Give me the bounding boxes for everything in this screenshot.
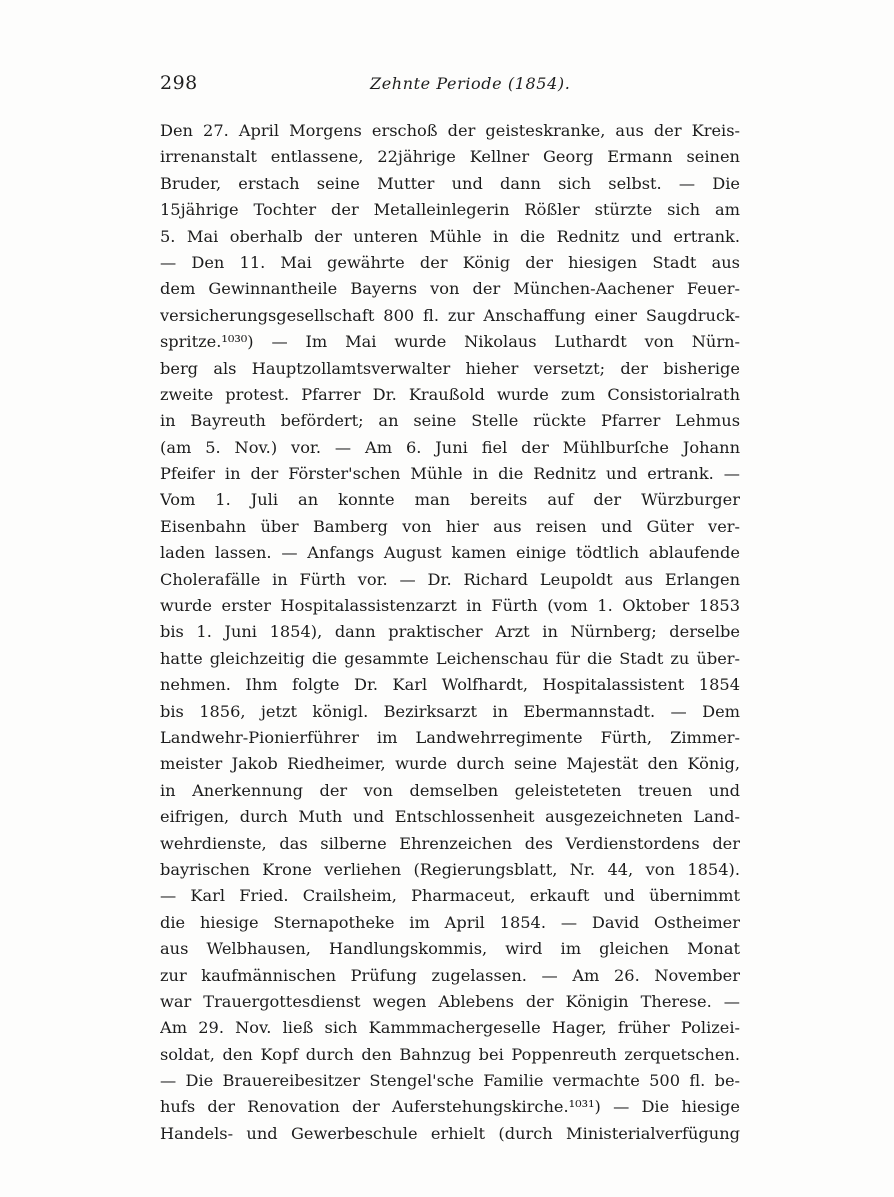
text-line: Den 27. April Morgens erschoß der geisteskranke, aus der Kreis- [160, 121, 740, 140]
text-line: zweite protest. Pfarrer Dr. Kraußold wurde zum Consistorialrath [160, 384, 740, 404]
text-line: aus Welbhausen, Handlungskommis, wird im gleichen Monat [160, 939, 740, 959]
text-line: zur kaufmännischen Prüfung zugelassen. — Am 26. November [160, 965, 740, 985]
text-line: bis 1. Juni 1854), dann praktischer Arzt in Nürnberg; derselbe [160, 622, 740, 642]
text-line: wehrdienste, das silberne Ehrenzeichen des Verdienstordens der [160, 833, 740, 853]
text-line: 15jährige Tochter der Metalleinlegerin Rößler stürzte sich am [160, 200, 740, 220]
body-text [160, 118, 740, 1147]
text-line: irrenanstalt entlassene, 22jährige Kellner Georg Ermann seinen [160, 147, 740, 167]
running-title: Zehnte Periode (1854). [370, 74, 571, 93]
text-line: berg als Hauptzollamtsverwalter hieher versetzt; der bisherige [160, 358, 740, 378]
text-line: bis 1856, jetzt königl. Bezirksarzt in Ebermannstadt. — Dem [160, 701, 740, 721]
text-line: in Bayreuth befördert; an seine Stelle rückte Pfarrer Lehmus [160, 411, 740, 431]
text-line: Cholerafälle in Fürth vor. — Dr. Richard Leupoldt aus Erlangen [160, 569, 740, 589]
text-line: Vom 1. Juli an konnte man bereits auf der Würzburger [160, 490, 740, 510]
text-line: — Karl Fried. Crailsheim, Pharmaceut, erkauft und übernimmt [160, 886, 740, 906]
text-line: dem Gewinnantheile Bayerns von der München-Aachener Feuer- [160, 279, 740, 299]
text-line: spritze.¹⁰³⁰) — Im Mai wurde Nikolaus Luthardt von Nürn- [160, 332, 740, 352]
text-line: laden lassen. — Anfangs August kamen einige tödtlich ablaufende [160, 543, 740, 563]
text-line: — Die Brauereibesitzer Stengel'sche Familie vermachte 500 fl. be- [160, 1071, 740, 1091]
text-line: (am 5. Nov.) vor. — Am 6. Juni fiel der Mühlburſche Johann [160, 437, 740, 457]
text-line: war Trauergottesdienst wegen Ablebens der Königin Therese. — [160, 991, 740, 1011]
text-line: Eisenbahn über Bamberg von hier aus reisen und Güter ver- [160, 516, 740, 536]
text-line: Handels- und Gewerbeschule erhielt (durch Ministerialverfügung [160, 1123, 740, 1143]
text-line: eifrigen, durch Muth und Entschlossenheit ausgezeichneten Land- [160, 807, 740, 827]
page-header [160, 72, 740, 102]
page-number: 298 [160, 72, 198, 94]
text-line: nehmen. Ihm folgte Dr. Karl Wolfhardt, Hospitalassistent 1854 [160, 675, 740, 695]
text-line: Bruder, erstach seine Mutter und dann sich selbst. — Die [160, 173, 740, 193]
text-line: meister Jakob Riedheimer, wurde durch seine Majestät den König, [160, 754, 740, 774]
text-line: Pfeifer in der Förster'schen Mühle in die Rednitz und ertrank. — [160, 464, 740, 484]
text-line: wurde erster Hospitalassistenzarzt in Fürth (vom 1. Oktober 1853 [160, 596, 740, 616]
text-line: bayrischen Krone verliehen (Regierungsblatt, Nr. 44, von 1854). [160, 859, 740, 879]
text-line: versicherungsgesellschaft 800 fl. zur Anschaffung einer Saugdruck- [160, 305, 740, 325]
text-line: hatte gleichzeitig die gesammte Leichenschau für die Stadt zu über- [160, 648, 740, 668]
text-line: soldat, den Kopf durch den Bahnzug bei Poppenreuth zerquetschen. [160, 1044, 740, 1064]
text-line: Am 29. Nov. ließ sich Kammmachergeselle Hager, früher Polizei- [160, 1018, 740, 1038]
text-line: Landwehr-Pionierführer im Landwehrregimente Fürth, Zimmer- [160, 727, 740, 747]
text-line: hufs der Renovation der Auferstehungskirche.¹⁰³¹) — Die hiesige [160, 1097, 740, 1117]
text-line: — Den 11. Mai gewährte der König der hiesigen Stadt aus [160, 252, 740, 272]
text-line: in Anerkennung der von demselben geleisteteten treuen und [160, 780, 740, 800]
text-line: die hiesige Sternapotheke im April 1854. — David Ostheimer [160, 912, 740, 932]
text-line: 5. Mai oberhalb der unteren Mühle in die Rednitz und ertrank. [160, 226, 740, 246]
